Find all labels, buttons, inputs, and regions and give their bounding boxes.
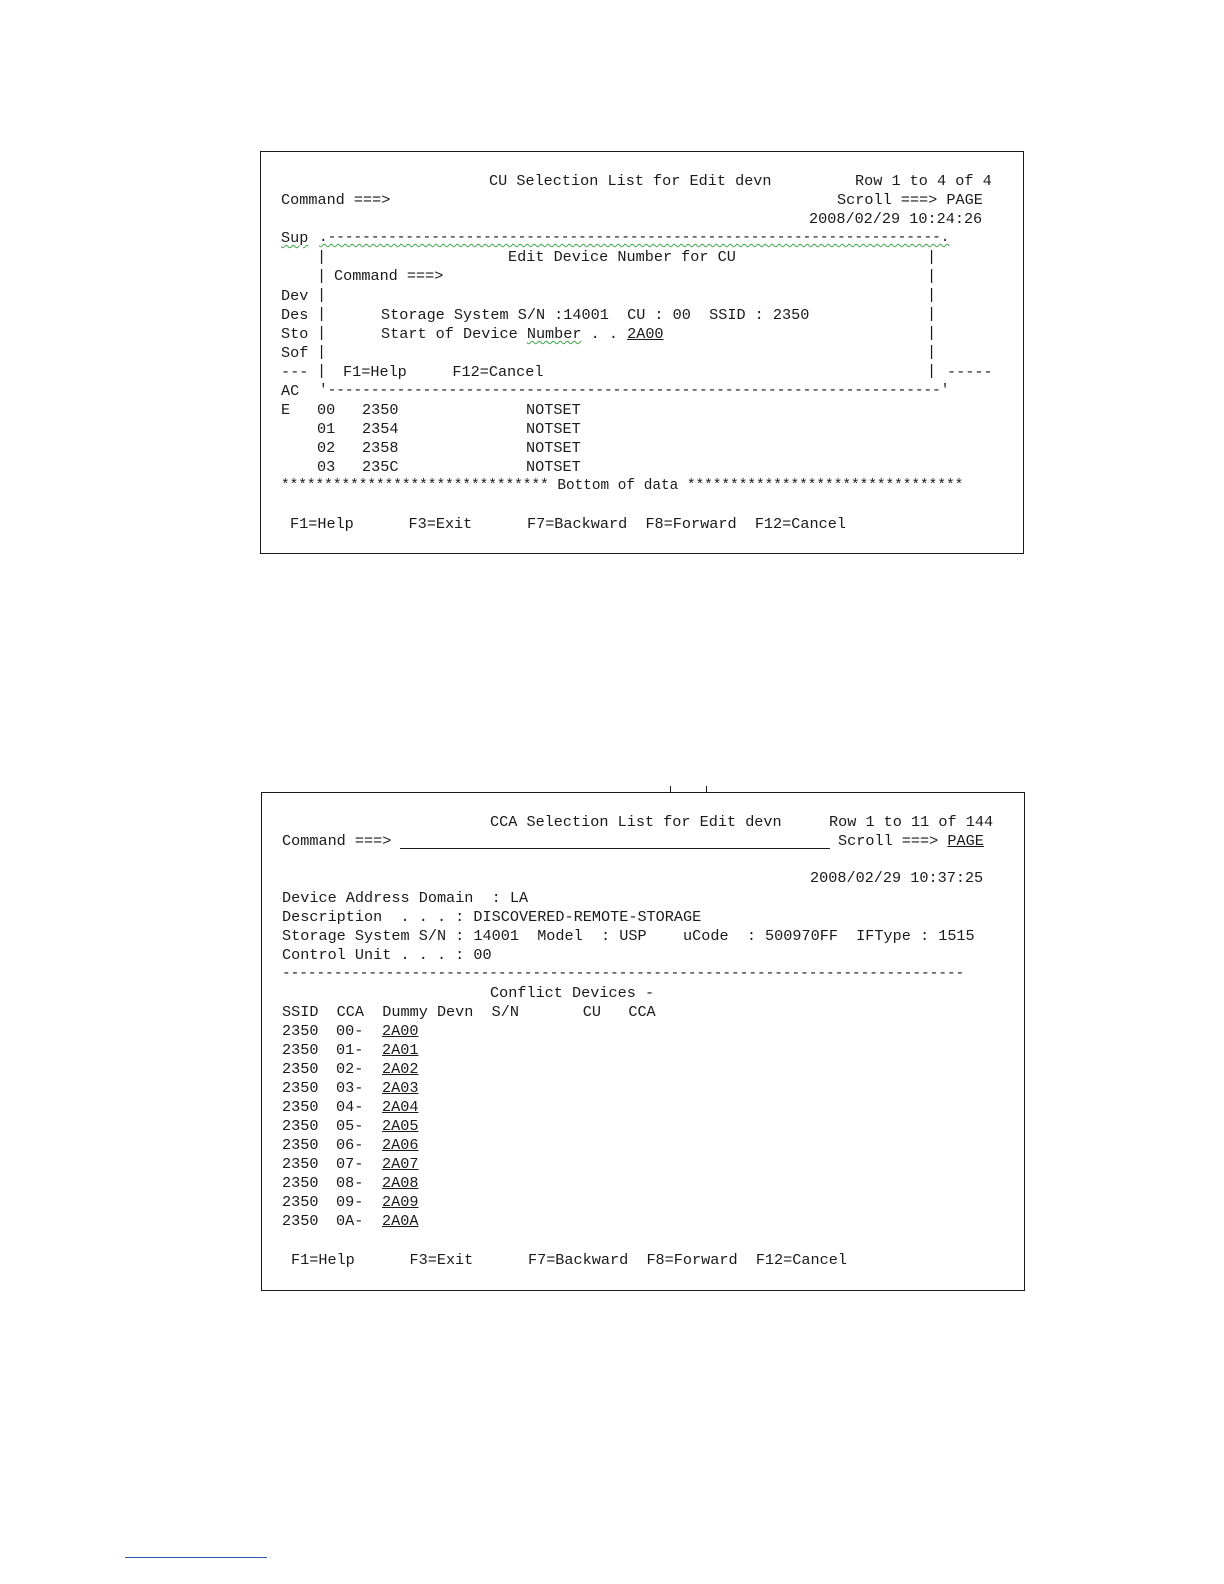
dummy-devn-field[interactable]: 2A0A [382, 1212, 419, 1230]
dummy-devn-field[interactable]: 2A05 [382, 1117, 419, 1135]
dummy-devn-field[interactable]: 2A08 [382, 1174, 419, 1192]
table-row-ssid: 2350 [282, 1155, 319, 1173]
dummy-devn-field[interactable]: 2A06 [382, 1136, 419, 1154]
function-keys: F1=Help F3=Exit F7=Backward F8=Forward F12=Cancel [290, 515, 846, 533]
table-row-ssid: 2350 [282, 1117, 319, 1135]
separator: ------------------------------------------------------------------------------- [282, 966, 965, 982]
table-row-ssid: 2358 [362, 439, 399, 457]
table-row-cca: 08- [336, 1174, 364, 1192]
timestamp: 2008/02/29 10:37:25 [810, 869, 984, 887]
table-row-cca: 00- [336, 1022, 364, 1040]
table-row-cu: 01 [317, 420, 336, 438]
cu-selection-screen [260, 151, 1024, 554]
device-address-domain: Device Address Domain : LA [282, 889, 529, 907]
left-label-des: Des [281, 306, 309, 324]
table-row-status: NOTSET [526, 401, 581, 419]
table-row-cca: 07- [336, 1155, 364, 1173]
dummy-devn-field[interactable]: 2A03 [382, 1079, 419, 1097]
description: Description . . . : DISCOVERED-REMOTE-STORAGE [282, 908, 702, 926]
dummy-devn-field[interactable]: 2A00 [382, 1022, 419, 1040]
popup-bottom-border: '-----------------------------------------------------------------------' [319, 383, 950, 399]
table-row-status: NOTSET [526, 439, 581, 457]
table-row-ssid: 2350 [362, 401, 399, 419]
dummy-devn-field[interactable]: 2A02 [382, 1060, 419, 1078]
table-row-ssid: 2350 [282, 1079, 319, 1097]
command-input[interactable] [400, 848, 830, 849]
left-label-sup: Sup [281, 229, 309, 247]
table-row-ssid: 2350 [282, 1060, 319, 1078]
dummy-devn-field[interactable]: 2A04 [382, 1098, 419, 1116]
table-row-cca: 06- [336, 1136, 364, 1154]
dummy-devn-field[interactable]: 2A09 [382, 1193, 419, 1211]
bottom-of-data-banner: ******************************* Bottom of data ******************************** [281, 478, 964, 494]
popup-storage-system: Storage System S/N :14001 CU : 00 SSID : 2350 [381, 306, 810, 324]
table-row-ssid: 2350 [282, 1136, 319, 1154]
table-row-ssid: 2350 [282, 1098, 319, 1116]
table-row-cca: 09- [336, 1193, 364, 1211]
left-label-ac: AC [281, 382, 300, 400]
row-info: Row 1 to 4 of 4 [855, 172, 992, 190]
conflict-devices-header: Conflict Devices - [490, 984, 655, 1002]
popup-start-number-word: Number [526, 325, 582, 343]
table-row-ssid: 2350 [282, 1174, 319, 1192]
popup-title: Edit Device Number for CU [508, 248, 736, 266]
table-row-cu: 00 [317, 401, 336, 419]
table-row-cca: 0A- [336, 1212, 364, 1230]
table-row-status: NOTSET [526, 420, 581, 438]
cca-selection-screen [261, 792, 1025, 1291]
scroll-label: Scroll ===> PAGE [838, 832, 984, 850]
left-label-dashes: --- [281, 363, 309, 381]
dummy-devn-field[interactable]: 2A01 [382, 1041, 419, 1059]
table-row-cca: 03- [336, 1079, 364, 1097]
command-label: Command ===> [282, 832, 392, 850]
popup-start-device-label: Start of Device Number . . 2A00 [381, 325, 664, 343]
popup-function-keys: F1=Help F12=Cancel [343, 363, 544, 381]
command-label: Command ===> [281, 191, 391, 209]
popup-right-border: | | | | | | | [927, 248, 937, 380]
scroll-label: Scroll ===> PAGE [837, 191, 983, 209]
table-row-cca: 04- [336, 1098, 364, 1116]
storage-system-info: Storage System S/N : 14001 Model : USP uCode : 500970FF IFType : 1515 [282, 927, 975, 945]
table-row-cca: 05- [336, 1117, 364, 1135]
table-row-cu: 03 [317, 458, 336, 476]
table-row-ssid: 2350 [282, 1212, 319, 1230]
screen-title: CCA Selection List for Edit devn [490, 813, 782, 831]
table-row-cu: 02 [317, 439, 336, 457]
table-row-status: NOTSET [526, 458, 581, 476]
footnote-separator [125, 1557, 267, 1558]
function-keys: F1=Help F3=Exit F7=Backward F8=Forward F12=Cancel [291, 1251, 847, 1269]
table-row-action[interactable]: E [281, 401, 291, 419]
dummy-devn-field[interactable]: 2A07 [382, 1155, 419, 1173]
scroll-amount-field[interactable]: PAGE [947, 832, 984, 850]
left-label-dev: Dev [281, 287, 309, 305]
timestamp: 2008/02/29 10:24:26 [809, 210, 983, 228]
popup-left-border: | | | | | | | [317, 248, 327, 380]
control-unit: Control Unit . . . : 00 [282, 946, 492, 964]
table-row-cca: 01- [336, 1041, 364, 1059]
table-row-ssid: 2354 [362, 420, 399, 438]
screen-title: CU Selection List for Edit devn [489, 172, 772, 190]
left-label-sto: Sto [281, 325, 309, 343]
table-row-ssid: 2350 [282, 1193, 319, 1211]
column-headers: SSID CCA Dummy Devn S/N CU CCA [282, 1003, 656, 1021]
row-info: Row 1 to 11 of 144 [829, 813, 994, 831]
table-row-ssid: 2350 [282, 1041, 319, 1059]
popup-top-border: .-----------------------------------------------------------------------. [319, 230, 950, 246]
table-row-ssid: 2350 [282, 1022, 319, 1040]
left-label-sof: Sof [281, 344, 309, 362]
table-row-cca: 02- [336, 1060, 364, 1078]
popup-right-dashes: ----- [947, 363, 993, 381]
table-row-ssid: 235C [362, 458, 399, 476]
popup-command-label: Command ===> [334, 267, 444, 285]
start-device-number-input[interactable]: 2A00 [627, 325, 664, 343]
